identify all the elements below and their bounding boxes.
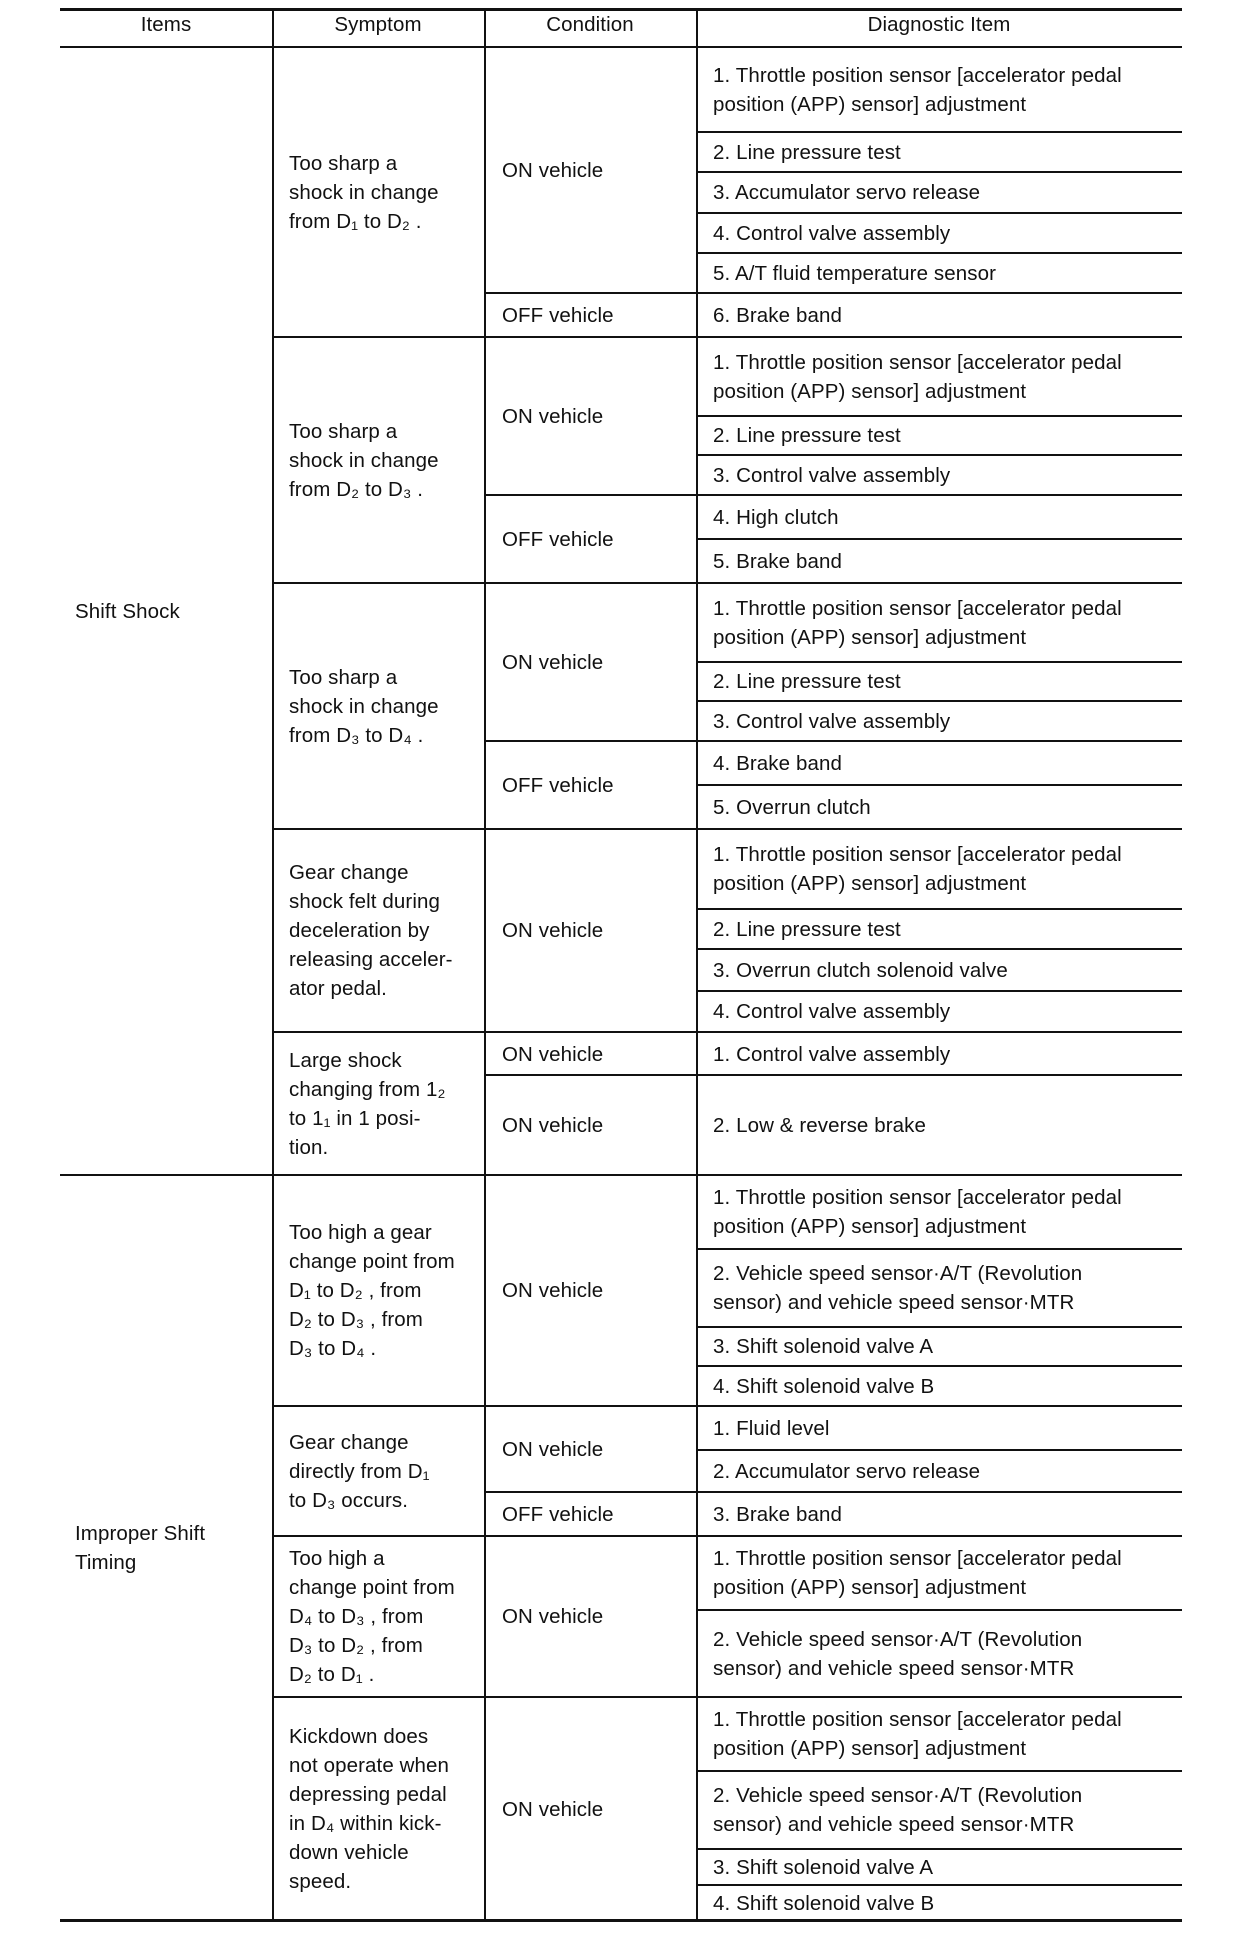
condition: OFF vehicle <box>502 303 614 327</box>
diagnostic-item: 1. Throttle position sensor [accelerator pedal position (APP) sensor] adjustment <box>713 1186 1122 1238</box>
symptom-d3-d4-shock: Too sharp a shock in change from D₃ to D₄ . <box>289 665 439 747</box>
symptom-separator <box>272 1405 1182 1407</box>
diagnostic-separator <box>696 415 1182 417</box>
diagnostic-separator <box>696 1449 1182 1451</box>
symptom-large-shock-1-position: Large shock changing from 1₂ to 1₁ in 1 posi- tion. <box>289 1049 446 1159</box>
symptom-separator <box>272 1696 1182 1698</box>
diagnostic-separator <box>696 1770 1182 1772</box>
diagnostic-item: 2. Low & reverse brake <box>713 1113 926 1137</box>
condition: ON vehicle <box>502 159 604 182</box>
condition-separator <box>484 1074 1182 1076</box>
diagnostic-separator <box>696 1848 1182 1850</box>
diagnostic-separator <box>696 131 1182 133</box>
diagnostic-item: 4. High clutch <box>713 505 839 529</box>
symptom-d1-d2-shock: Too sharp a shock in change from D₁ to D₂ . <box>289 152 439 233</box>
condition-separator <box>484 1491 1182 1493</box>
diagnostic-item: 4. Shift solenoid valve B <box>713 1891 935 1915</box>
header-symptom: Symptom <box>334 12 422 36</box>
symptom-separator <box>272 336 1182 338</box>
rule-top <box>60 8 1182 11</box>
diagnostic-separator <box>696 1248 1182 1250</box>
diagnostic-item: 3. Shift solenoid valve A <box>713 1335 934 1358</box>
diagnostic-item: 1. Throttle position sensor [accelerator pedal position (APP) sensor] adjustment <box>713 350 1122 403</box>
diagnostic-item: 3. Shift solenoid valve A <box>713 1855 934 1879</box>
header-diagnostic-item: Diagnostic Item <box>867 12 1011 36</box>
diagnostic-separator <box>696 538 1182 540</box>
diagnostic-item: 1. Throttle position sensor [accelerator pedal position (APP) sensor] adjustment <box>713 64 1122 116</box>
condition: ON vehicle <box>502 1797 604 1821</box>
diagnostic-item: 4. Control valve assembly <box>713 221 951 245</box>
diagnostic-item: 5. A/T fluid temperature sensor <box>713 261 997 285</box>
diagnostic-item: 5. Overrun clutch <box>713 795 871 819</box>
diagnostic-item: 2. Vehicle speed sensor·A/T (Revolution sensor) and vehicle speed sensor·MTR <box>713 1784 1083 1836</box>
diagnostic-item: 2. Vehicle speed sensor·A/T (Revolution sensor) and vehicle speed sensor·MTR <box>713 1627 1083 1680</box>
diagnostic-separator <box>696 784 1182 786</box>
condition: ON vehicle <box>502 1437 604 1461</box>
diagnostic-separator <box>696 454 1182 456</box>
diagnostic-separator <box>696 1326 1182 1328</box>
condition: ON vehicle <box>502 650 604 674</box>
rule-header-bottom <box>60 46 1182 48</box>
condition: ON vehicle <box>502 1605 604 1628</box>
diagnostic-item: 2. Vehicle speed sensor·A/T (Revolution sensor) and vehicle speed sensor·MTR <box>713 1262 1083 1314</box>
diagnostic-item: 1. Throttle position sensor [accelerator pedal position (APP) sensor] adjustment <box>713 1547 1122 1599</box>
diagnostic-item: 2. Line pressure test <box>713 917 901 941</box>
condition-separator <box>484 494 1182 496</box>
page <box>60 8 1182 1922</box>
header-items: Items <box>140 12 192 36</box>
header-condition: Condition <box>546 12 634 36</box>
diagnostic-item: 4. Control valve assembly <box>713 999 951 1023</box>
rule-bottom <box>60 1919 1182 1922</box>
diagnostic-item: 1. Throttle position sensor [accelerator pedal position (APP) sensor] adjustment <box>713 1708 1122 1760</box>
diagnostic-separator <box>696 661 1182 663</box>
symptom-d2-d3-shock: Too sharp a shock in change from D₂ to D₃ . <box>289 419 439 501</box>
diagnostic-separator <box>696 948 1182 950</box>
condition: ON vehicle <box>502 1042 604 1066</box>
diagnostic-item: 1. Control valve assembly <box>713 1042 951 1066</box>
diagnostic-item: 1. Fluid level <box>713 1416 830 1440</box>
diagnostic-item: 2. Line pressure test <box>713 670 901 693</box>
diagnostic-separator <box>696 1884 1182 1886</box>
diagnostic-item: 5. Brake band <box>713 549 842 573</box>
diagnostic-separator <box>696 212 1182 214</box>
diagnostic-separator <box>696 171 1182 173</box>
condition-separator <box>484 292 1182 294</box>
symptom-separator <box>272 582 1182 584</box>
condition: ON vehicle <box>502 1113 604 1137</box>
diagnostic-item: 2. Accumulator servo release <box>713 1459 981 1483</box>
diagnostic-item: 3. Brake band <box>713 1502 842 1526</box>
condition: ON vehicle <box>502 1279 604 1302</box>
diagnostic-item: 3. Control valve assembly <box>713 709 951 733</box>
col-rule-2 <box>484 8 486 1921</box>
item-improper-shift-timing: Improper Shift Timing <box>75 1522 206 1574</box>
symptom-separator <box>272 828 1182 830</box>
item-shift-shock: Shift Shock <box>75 600 180 623</box>
condition: OFF vehicle <box>502 1502 614 1526</box>
diagnostic-item: 2. Line pressure test <box>713 424 901 447</box>
diagnostic-separator <box>696 1609 1182 1611</box>
diagnostic-item: 3. Accumulator servo release <box>713 181 981 204</box>
condition: OFF vehicle <box>502 527 614 551</box>
diagnostic-separator <box>696 700 1182 702</box>
diagnostic-separator <box>696 908 1182 910</box>
symptom-high-upshift-point: Too high a gear change point from D₁ to D₂ , from D₂ to D₃ , from D₃ to D₄ . <box>289 1221 455 1360</box>
diagnostic-item: 6. Brake band <box>713 303 842 327</box>
diagnostic-separator <box>696 990 1182 992</box>
diagnostic-separator <box>696 252 1182 254</box>
col-rule-3 <box>696 8 698 1921</box>
condition-separator <box>484 740 1182 742</box>
symptom-separator <box>272 1535 1182 1537</box>
diagnostic-item: 4. Brake band <box>713 751 842 775</box>
diagnostic-item: 3. Overrun clutch solenoid valve <box>713 958 1008 982</box>
symptom-kickdown-fails: Kickdown does not operate when depressing pedal in D₄ within kick- down vehicle speed. <box>289 1725 450 1893</box>
symptom-high-downshift-point: Too high a change point from D₄ to D₃ , from D₃ to D₂ , from D₂ to D₁ . <box>289 1547 455 1686</box>
diagnostic-item: 4. Shift solenoid valve B <box>713 1374 935 1398</box>
diagnostic-item: 1. Throttle position sensor [accelerator pedal position (APP) sensor] adjustment <box>713 843 1122 895</box>
condition: ON vehicle <box>502 404 604 428</box>
condition: ON vehicle <box>502 918 604 942</box>
symptom-separator <box>272 1031 1182 1033</box>
symptom-deceleration-shock: Gear change shock felt during deceleration by releasing acceler- ator pedal. <box>289 860 453 1000</box>
condition: OFF vehicle <box>502 773 614 797</box>
col-rule-1 <box>272 8 274 1921</box>
diagnostic-item: 1. Throttle position sensor [accelerator pedal position (APP) sensor] adjustment <box>713 596 1122 649</box>
diagnostic-item: 3. Control valve assembly <box>713 463 951 487</box>
diagnostic-separator <box>696 1365 1182 1367</box>
rule-group-divider <box>60 1174 1182 1176</box>
diagnostic-item: 2. Line pressure test <box>713 140 901 164</box>
diagnostic-table <box>60 8 1182 1922</box>
symptom-direct-d1-d3: Gear change directly from D₁ to D₃ occurs. <box>289 1430 430 1512</box>
